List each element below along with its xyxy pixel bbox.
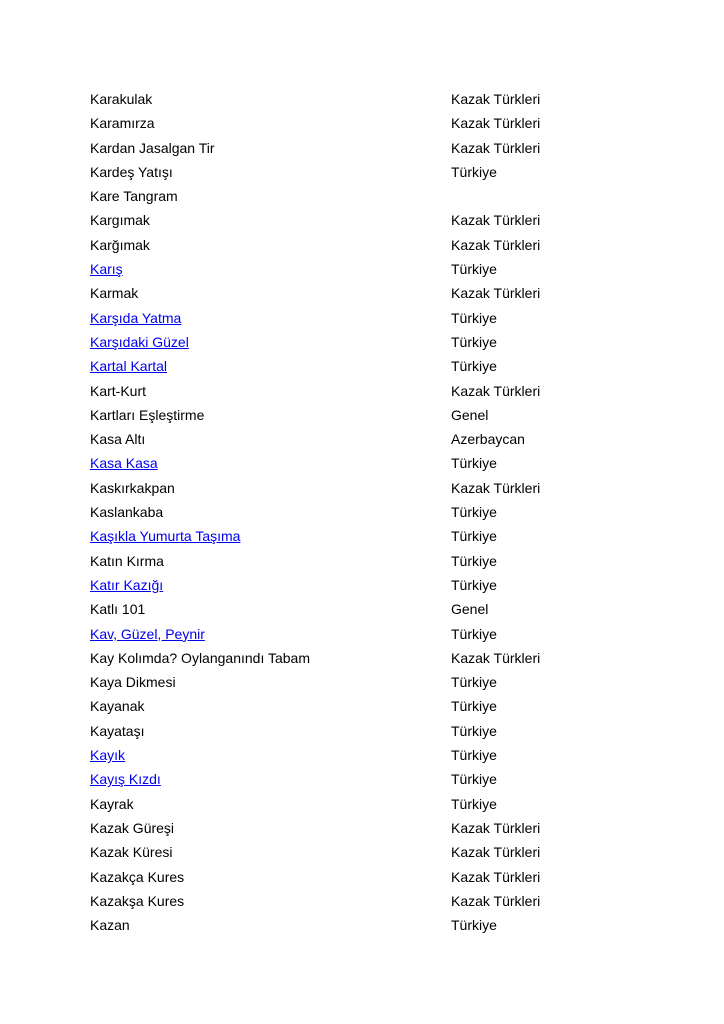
game-name: Kargımak (90, 212, 150, 229)
game-origin: Türkiye (451, 163, 497, 180)
game-name-link[interactable]: Karşıda Yatma (90, 309, 182, 326)
game-name-link[interactable]: Kav, Güzel, Peynir (90, 625, 205, 642)
game-origin: Kazak Türkleri (451, 892, 541, 909)
list-item (90, 113, 690, 137)
list-item (90, 867, 690, 891)
list-item (90, 842, 690, 866)
game-origin: Türkiye (451, 747, 497, 764)
list-item (90, 526, 690, 550)
game-list (90, 89, 690, 939)
game-origin: Kazak Türkleri (451, 139, 541, 156)
game-name-link[interactable]: Karış (90, 261, 123, 278)
game-name: Kayataşı (90, 722, 145, 739)
game-name: Kare Tangram (90, 188, 178, 205)
game-origin: Türkiye (451, 625, 497, 642)
list-item (90, 210, 690, 234)
game-name: Kaya Dikmesi (90, 674, 176, 691)
game-name: Kaskırkakpan (90, 479, 175, 496)
game-origin: Kazak Türkleri (451, 285, 541, 302)
game-name: Kazak Güreşi (90, 819, 175, 836)
list-item (90, 356, 690, 380)
game-name-link[interactable]: Kasa Kasa (90, 455, 158, 472)
list-item (90, 405, 690, 429)
game-name-link[interactable]: Kayış Kızdı (90, 771, 161, 788)
game-name: Katın Kırma (90, 552, 164, 569)
game-name: Kazak Küresi (90, 844, 173, 861)
list-item (90, 259, 690, 283)
game-origin: Kazak Türkleri (451, 91, 541, 107)
list-item (90, 308, 690, 332)
game-name: Kardeş Yatışı (90, 163, 173, 180)
game-origin: Genel (451, 601, 489, 618)
game-name-link[interactable]: Karşıdaki Güzel (90, 333, 189, 350)
list-item (90, 551, 690, 575)
list-item (90, 696, 690, 720)
list-item (90, 769, 690, 793)
game-origin: Türkiye (451, 552, 497, 569)
list-item (90, 186, 690, 210)
game-origin: Kazak Türkleri (451, 649, 541, 666)
game-origin: Türkiye (451, 722, 497, 739)
game-origin: Kazak Türkleri (451, 479, 541, 496)
list-item (90, 891, 690, 915)
game-origin: Türkiye (451, 261, 497, 278)
game-origin: Türkiye (451, 504, 497, 521)
list-item (90, 429, 690, 453)
list-item (90, 599, 690, 623)
game-name: Kardan Jasalgan Tir (90, 139, 215, 156)
game-name: Katlı 101 (90, 601, 146, 618)
list-item (90, 478, 690, 502)
list-item (90, 453, 690, 477)
game-name-link[interactable]: Kartal Kartal (90, 358, 168, 375)
game-origin: Türkiye (451, 333, 497, 350)
game-origin: Türkiye (451, 674, 497, 691)
game-origin: Kazak Türkleri (451, 868, 541, 885)
game-name: Kartları Eşleştirme (90, 406, 205, 423)
game-origin: Kazak Türkleri (451, 819, 541, 836)
list-item (90, 624, 690, 648)
list-item (90, 332, 690, 356)
game-name: Karğımak (90, 236, 150, 253)
game-name: Kazan (90, 917, 130, 934)
game-name: Kasa Altı (90, 431, 146, 448)
list-item (90, 745, 690, 769)
game-name: Karamırza (90, 115, 155, 132)
list-item (90, 794, 690, 818)
list-item (90, 575, 690, 599)
game-origin: Genel (451, 406, 489, 423)
game-name: Kazakça Kures (90, 868, 185, 885)
game-name: Kay Kolımda? Oylanganındı Tabam (90, 649, 310, 666)
game-name: Kaslankaba (90, 504, 164, 521)
game-origin: Türkiye (451, 917, 497, 934)
game-origin: Kazak Türkleri (451, 382, 541, 399)
list-item (90, 381, 690, 405)
game-origin: Türkiye (451, 358, 497, 375)
list-item (90, 648, 690, 672)
game-origin: Kazak Türkleri (451, 212, 541, 229)
game-origin: Türkiye (451, 528, 497, 545)
list-item (90, 502, 690, 526)
list-item (90, 138, 690, 162)
list-item (90, 721, 690, 745)
game-name: Kayanak (90, 698, 145, 715)
game-origin: Türkiye (451, 309, 497, 326)
game-name-link[interactable]: Katır Kazığı (90, 576, 164, 593)
list-item (90, 818, 690, 842)
game-origin: Kazak Türkleri (451, 844, 541, 861)
game-origin: Azerbaycan (451, 431, 525, 448)
game-origin: Türkiye (451, 455, 497, 472)
list-item (90, 89, 690, 113)
list-item (90, 283, 690, 307)
game-origin: Türkiye (451, 795, 497, 812)
game-origin: Kazak Türkleri (451, 115, 541, 132)
list-item (90, 672, 690, 696)
game-name: Karmak (90, 285, 139, 302)
game-name: Kart-Kurt (90, 382, 147, 399)
game-name-link[interactable]: Kaşıkla Yumurta Taşıma (90, 528, 241, 545)
game-name: Kazakşa Kures (90, 892, 185, 909)
list-item (90, 915, 690, 939)
list-item (90, 235, 690, 259)
game-origin: Kazak Türkleri (451, 236, 541, 253)
game-origin: Türkiye (451, 576, 497, 593)
game-origin: Türkiye (451, 698, 497, 715)
game-name: Kayrak (90, 795, 134, 812)
game-name-link[interactable]: Kayık (90, 747, 126, 764)
game-origin: Türkiye (451, 771, 497, 788)
list-item (90, 162, 690, 186)
game-name: Karakulak (90, 91, 153, 107)
